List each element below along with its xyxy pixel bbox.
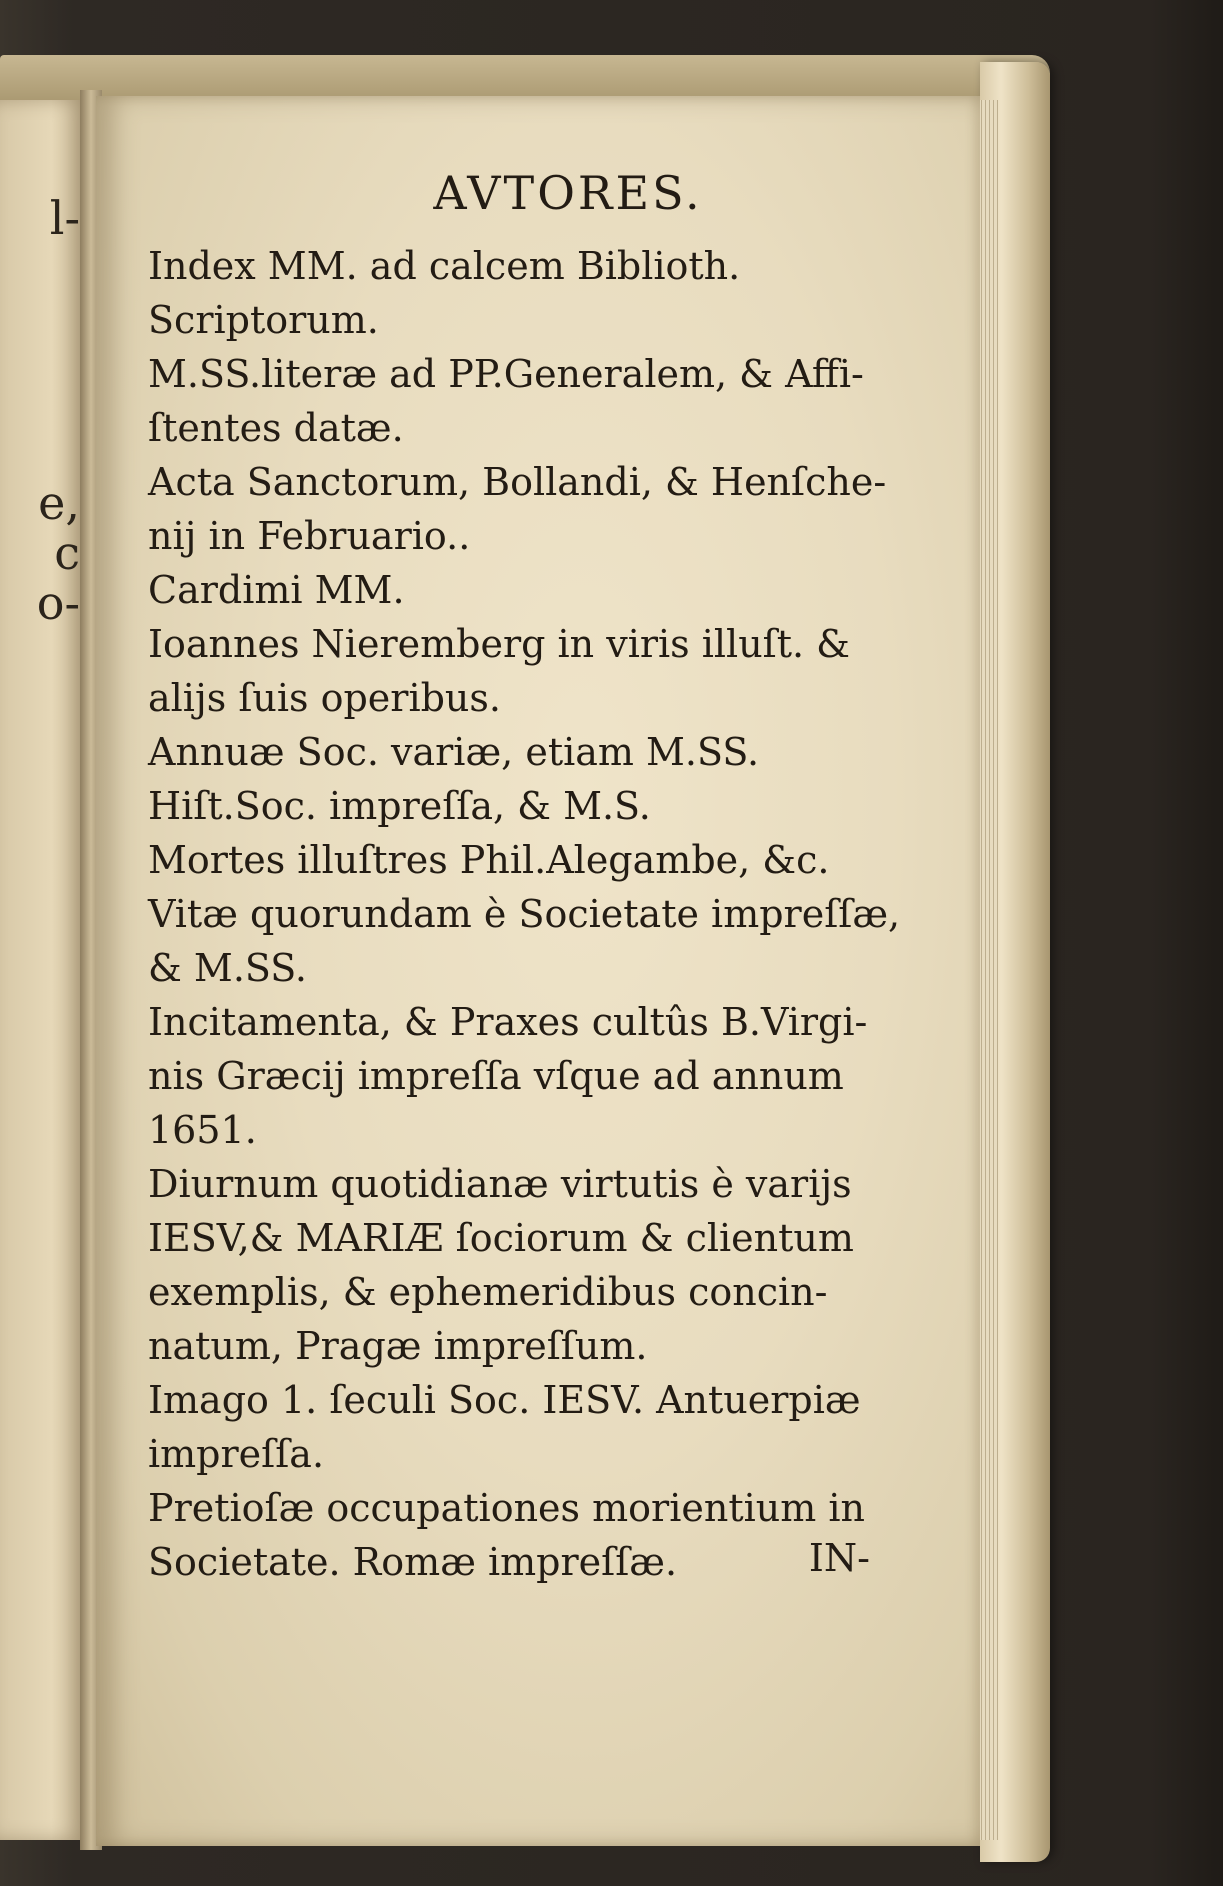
entry-line: natum, Pragæ impreſſum.: [148, 1324, 648, 1369]
entry-line: Mortes illuſtres Phil.Alegambe, &c.: [148, 838, 830, 883]
entry-line: Acta Sanctorum, Bollandi, & Henſche-: [148, 460, 887, 505]
list-item: [148, 995, 948, 1157]
page-heading: AVTORES.: [433, 166, 703, 220]
entry-line: Hiſt.Soc. impreſſa, & M.S.: [148, 784, 651, 829]
entry-line: & M.SS.: [148, 946, 308, 991]
list-item: [148, 779, 948, 833]
left-page-edge: [0, 100, 88, 1840]
book-page: [96, 96, 980, 1846]
entry-line: Diurnum quotidianæ virtutis è varijs: [148, 1162, 852, 1207]
entry-line: Incitamenta, & Praxes cultûs B.Virgi-: [148, 1000, 868, 1045]
entry-line: ſtentes datæ.: [148, 406, 404, 451]
list-item: [148, 347, 948, 455]
entry-line: Vitæ quorundam è Societate impreſſæ,: [148, 892, 901, 937]
left-page-fragment: l-: [49, 191, 80, 245]
entry-line: Index MM. ad calcem Biblioth.: [148, 244, 741, 289]
list-item: [148, 455, 948, 563]
entry-line: Annuæ Soc. variæ, etiam M.SS.: [148, 730, 760, 775]
list-item: [148, 725, 948, 779]
entry-line: nij in Februario..: [148, 514, 471, 559]
entry-line: 1651.: [148, 1108, 257, 1153]
entry-line: Cardimi MM.: [148, 568, 405, 613]
entry-line: nis Græcij impreſſa vſque ad annum: [148, 1054, 844, 1099]
entry-line: exemplis, & ephemeridibus concin-: [148, 1270, 828, 1315]
list-item: [148, 833, 948, 887]
entry-line: Imago 1. ſeculi Soc. IESV. Antuerpiæ: [148, 1378, 861, 1423]
catchword: IN-: [808, 1536, 870, 1580]
entry-line: Pretioſæ occupationes morientium in: [148, 1486, 865, 1531]
entry-line: Societate. Romæ impreſſæ.: [148, 1540, 678, 1585]
entry-line: impreſſa.: [148, 1432, 325, 1477]
entry-line: alijs ſuis operibus.: [148, 676, 501, 721]
list-item: [148, 1373, 948, 1481]
left-page-fragment: e,: [38, 476, 80, 530]
left-page-fragment: c: [54, 526, 80, 580]
list-item: [148, 239, 948, 347]
list-item: [148, 563, 948, 617]
list-item: [148, 617, 948, 725]
list-item: [148, 887, 948, 995]
entry-line: M.SS.literæ ad PP.Generalem, & Affi-: [148, 352, 864, 397]
entry-line: IESV,& MARIÆ ſociorum & clientum: [148, 1216, 854, 1261]
entry-line: Ioannes Nieremberg in viris illuſt. &: [148, 622, 850, 667]
left-page-fragment: o-: [36, 576, 80, 630]
text-block: [148, 166, 948, 1589]
entry-line: Scriptorum.: [148, 298, 379, 343]
list-item: [148, 1157, 948, 1373]
